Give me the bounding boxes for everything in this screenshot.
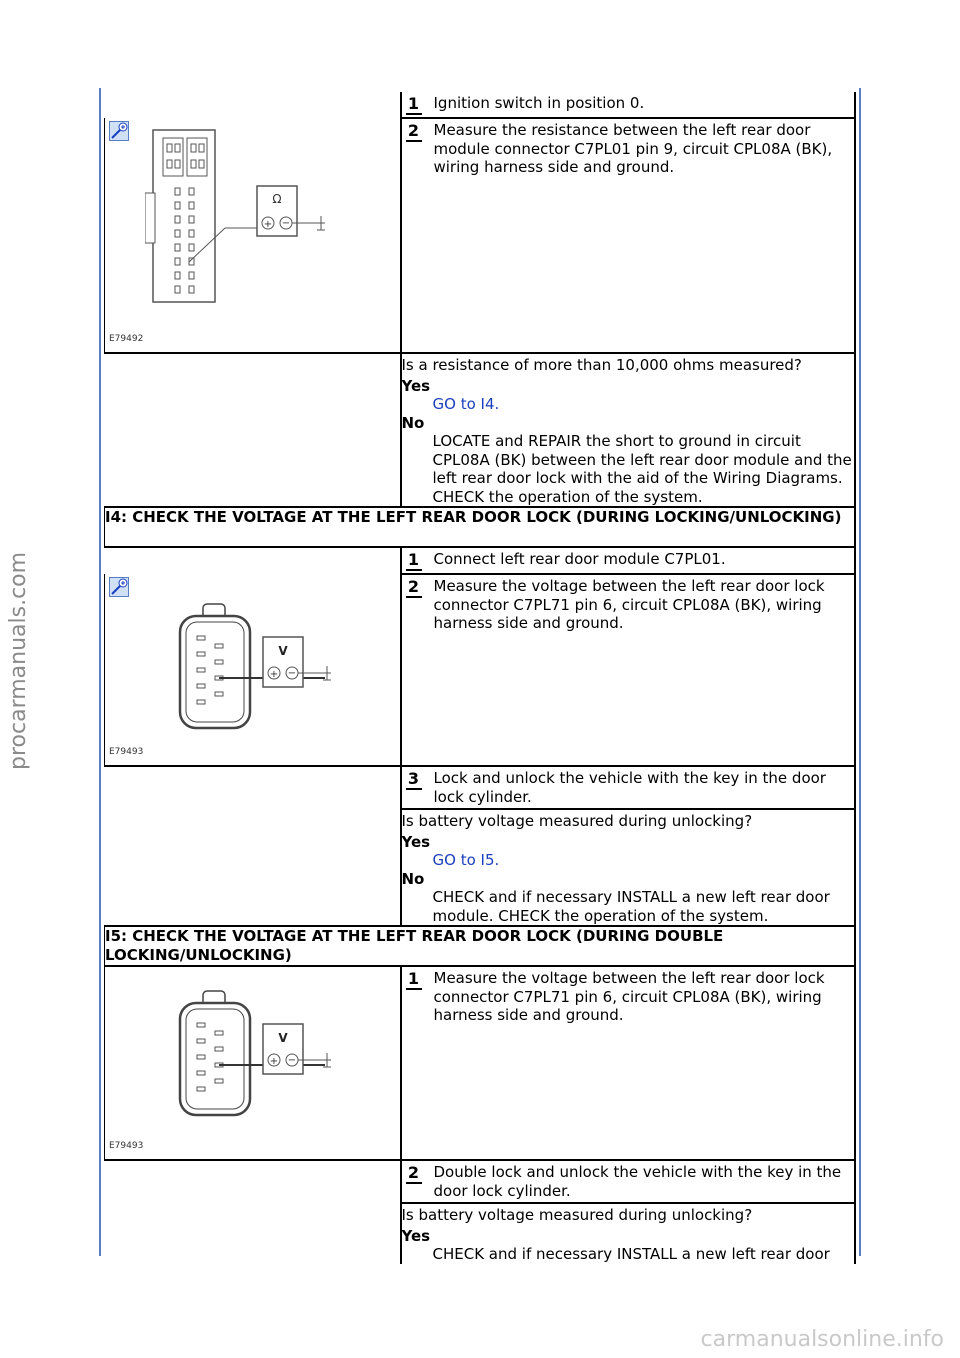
step xyxy=(402,119,854,179)
step-number: 1 xyxy=(406,94,422,115)
svg-text:+: + xyxy=(269,669,279,680)
connector-resistance-diagram xyxy=(145,128,345,308)
no-action: CHECK and if necessary INSTALL a new left rear door module. CHECK the operation of the system. xyxy=(432,888,830,925)
step-text: Measure the voltage between the left rear door lock connector C7PL71 pin 6, circuit CPL08A (BK), wiring harness side and ground. xyxy=(433,577,825,632)
right-margin-rule xyxy=(859,88,861,1256)
step-text: Ignition switch in position 0. xyxy=(433,94,645,112)
goto-i5-link[interactable]: GO to I5. xyxy=(432,851,500,869)
step-row xyxy=(105,766,855,809)
figure-cell xyxy=(105,574,401,766)
side-watermark: procarmanuals.com xyxy=(6,551,31,770)
step-row xyxy=(105,547,855,574)
question: Is battery voltage measured during unlocking? xyxy=(401,1206,753,1224)
step-text: Lock and unlock the vehicle with the key in the door lock cylinder. xyxy=(433,769,826,806)
ohm-meter-symbol: Ω xyxy=(272,192,282,206)
step-number: 2 xyxy=(406,577,422,598)
test-header-row xyxy=(105,926,855,966)
test-i5-title: I5: CHECK THE VOLTAGE AT THE LEFT REAR DOOR LOCK (DURING DOUBLE LOCKING/UNLOCKING) xyxy=(105,926,855,966)
step-text: Measure the voltage between the left rear door lock connector C7PL71 pin 6, circuit CPL08A (BK), wiring harness side and ground. xyxy=(433,969,825,1024)
step xyxy=(402,548,854,573)
figure-code: E79492 xyxy=(109,333,144,344)
step-row xyxy=(105,1160,855,1203)
door-lock-voltage-diagram xyxy=(175,989,355,1119)
step xyxy=(402,1161,854,1202)
figure-cell xyxy=(105,966,401,1160)
figure-code: E79493 xyxy=(109,746,144,757)
question-row xyxy=(105,809,855,926)
question-row xyxy=(105,1203,855,1264)
step xyxy=(402,767,854,808)
step-text: Measure the resistance between the left rear door module connector C7PL01 pin 9, circuit CPL08A (BK), wiring harness side and ground. xyxy=(433,121,833,176)
question: Is battery voltage measured during unlocking? xyxy=(401,812,753,830)
volt-meter-symbol: V xyxy=(278,1031,288,1045)
svg-text:+: + xyxy=(263,219,273,230)
no-label: No xyxy=(401,413,425,432)
step-row xyxy=(105,118,855,353)
left-margin-rule xyxy=(99,88,101,1256)
step-number: 2 xyxy=(406,121,422,142)
test-header-row xyxy=(105,507,855,547)
step-number: 2 xyxy=(406,1163,422,1184)
svg-text:−: − xyxy=(287,668,297,679)
goto-i4-link[interactable]: GO to I4. xyxy=(432,395,500,413)
question-row xyxy=(105,353,855,507)
yes-label: Yes xyxy=(401,376,431,395)
yes-label: Yes xyxy=(401,1226,431,1245)
door-lock-voltage-diagram xyxy=(175,602,355,732)
figure-cell xyxy=(105,118,401,353)
step xyxy=(402,575,854,635)
enlarge-icon[interactable] xyxy=(109,121,129,141)
no-action: LOCATE and REPAIR the short to ground in circuit CPL08A (BK) between the left rear door module and the left rear door lock with the aid of the Wiring Diagrams. CHECK the operation of the system. xyxy=(432,432,852,506)
step-row xyxy=(105,574,855,766)
question: Is a resistance of more than 10,000 ohms measured? xyxy=(401,356,802,374)
svg-text:−: − xyxy=(287,1055,297,1066)
svg-text:+: + xyxy=(269,1056,279,1067)
step-number: 3 xyxy=(406,769,422,790)
step xyxy=(402,92,854,117)
enlarge-icon[interactable] xyxy=(109,577,129,597)
pinpoint-test-table xyxy=(104,92,856,1264)
bottom-watermark: carmanualsonline.info xyxy=(700,1327,944,1352)
step-number: 1 xyxy=(406,969,422,990)
svg-text:−: − xyxy=(281,218,291,229)
test-i4-title: I4: CHECK THE VOLTAGE AT THE LEFT REAR DOOR LOCK (DURING LOCKING/UNLOCKING) xyxy=(105,507,855,547)
step-text: Double lock and unlock the vehicle with the key in the door lock cylinder. xyxy=(433,1163,842,1200)
yes-action: CHECK and if necessary INSTALL a new left rear door xyxy=(432,1245,830,1263)
step-row xyxy=(105,92,855,118)
volt-meter-symbol: V xyxy=(278,644,288,658)
step-row xyxy=(105,966,855,1160)
procedure-content xyxy=(104,92,854,1264)
step-number: 1 xyxy=(406,550,422,571)
no-label: No xyxy=(401,869,425,888)
figure-code: E79493 xyxy=(109,1140,144,1151)
step-text: Connect left rear door module C7PL01. xyxy=(433,550,726,568)
yes-label: Yes xyxy=(401,832,431,851)
step xyxy=(402,967,854,1027)
